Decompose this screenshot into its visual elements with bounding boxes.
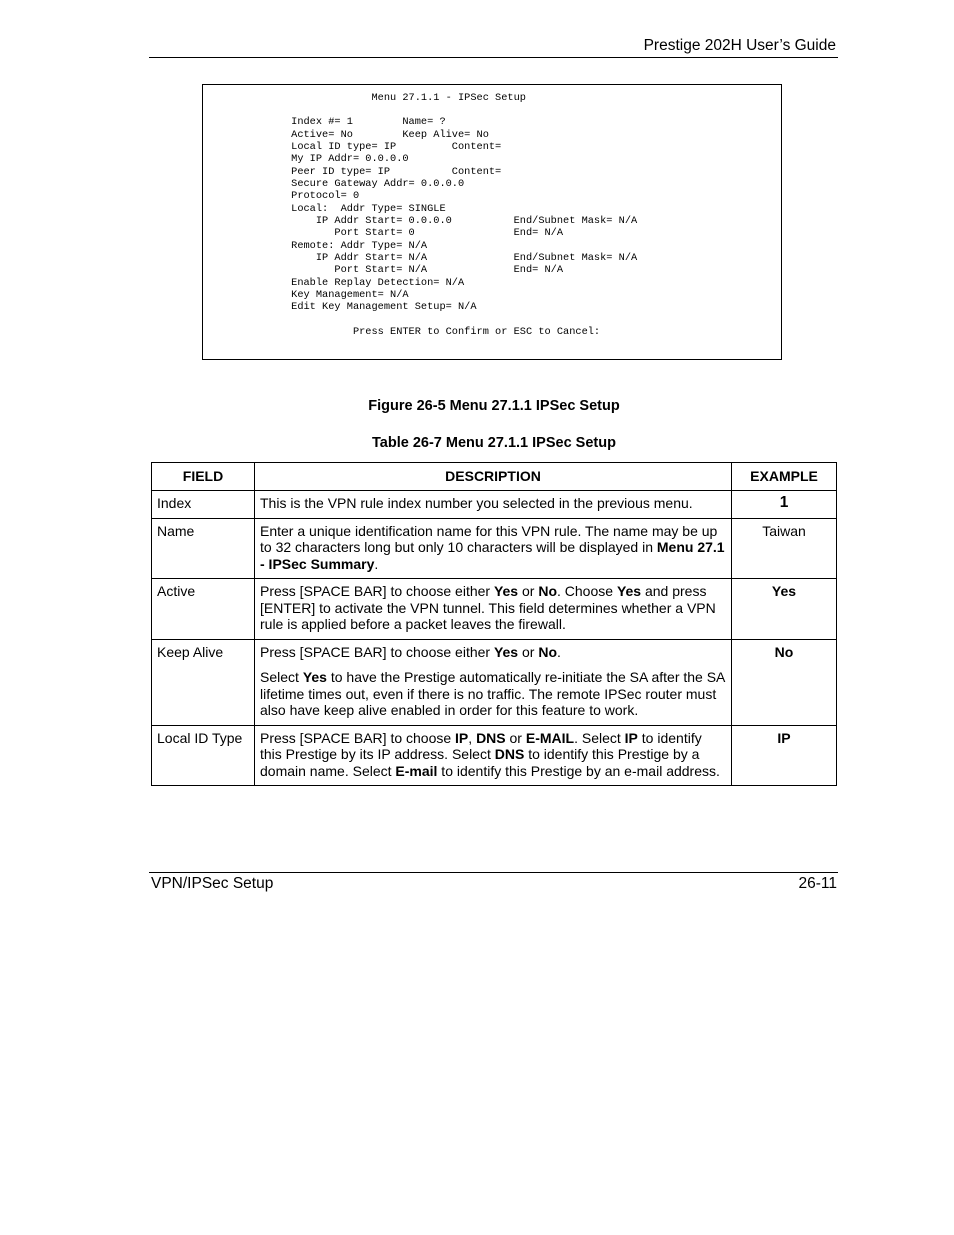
screen-line: Local ID type= IP Content= [217, 140, 502, 153]
field-description-table [151, 462, 837, 786]
screen-line: Protocol= 0 [217, 190, 360, 203]
description-paragraph [260, 669, 726, 719]
screen-line: My IP Addr= 0.0.0.0 [217, 153, 409, 166]
screen-line: Menu 27.1.1 - IPSec Setup [217, 91, 526, 104]
description-cell [255, 579, 732, 640]
description-text: Select [260, 669, 303, 685]
example-cell: Taiwan [732, 518, 837, 579]
description-paragraph [260, 644, 726, 661]
description-bold-text: Yes [302, 669, 327, 685]
table-header-row [152, 463, 837, 491]
description-cell [255, 518, 732, 579]
screen-line: Local: Addr Type= SINGLE [217, 202, 446, 215]
screen-line: Edit Key Management Setup= N/A [217, 301, 477, 314]
screen-line: Port Start= 0 End= N/A [217, 227, 564, 240]
description-paragraph [260, 523, 726, 573]
header-description: DESCRIPTION [255, 463, 732, 491]
description-bold-text: No [538, 643, 557, 660]
field-name-cell: Active [152, 579, 255, 640]
description-text: and press [ENTER] to activate the VPN tunnel. This field determines whether a VPN rule is applied before a packet leaves the firewall. [260, 583, 716, 632]
description-text: to identify this Prestige by a domain name. Select [260, 746, 700, 779]
footer-page-number: 26-11 [798, 875, 837, 892]
menu-screenshot [202, 84, 782, 360]
description-paragraph [260, 730, 726, 780]
description-cell [255, 491, 732, 519]
menu-screen-text [203, 85, 781, 359]
description-bold-text: No [538, 583, 557, 599]
description-text: or [505, 729, 526, 746]
description-bold-text: Yes [616, 583, 642, 599]
field-name-cell: Keep Alive [152, 639, 255, 725]
description-bold-text: DNS [494, 746, 525, 762]
figure-caption: Figure 26-5 Menu 27.1.1 IPSec Setup [368, 398, 620, 414]
field-name-cell: Name [152, 518, 255, 579]
screen-line: Key Management= N/A [217, 289, 409, 302]
description-bold-text: E-MAIL [525, 729, 575, 746]
field-name-cell: Local ID Type [152, 725, 255, 786]
description-text: or [518, 643, 539, 660]
description-bold-text: Menu 27.1 - IPSec Summary [260, 539, 725, 572]
header-example: EXAMPLE [732, 463, 837, 491]
table-row [152, 579, 837, 640]
description-text: to have the Prestige automatically re-initiate the SA after the SA lifetime times out, even if there is no traffic. The remote IPSec router must also have keep alive enabled in order for this feature to work. [260, 669, 725, 718]
example-cell: Yes [732, 579, 837, 640]
description-bold-text: IP [455, 729, 469, 746]
description-text: . Select [574, 729, 625, 746]
header-title: Prestige 202H User’s Guide [643, 37, 836, 54]
field-name-cell: Index [152, 491, 255, 519]
description-bold-text: E-mail [395, 762, 438, 779]
screen-line: Port Start= N/A End= N/A [217, 264, 564, 277]
header-rule [149, 57, 838, 58]
description-cell [255, 725, 732, 786]
footer-rule [149, 872, 838, 873]
screen-line: Press ENTER to Confirm or ESC to Cancel: [217, 326, 601, 339]
table-row [152, 725, 837, 786]
header-field: FIELD [152, 463, 255, 491]
description-text: . [374, 555, 379, 572]
example-cell: No [732, 639, 837, 725]
table-row [152, 491, 837, 519]
description-text: Press [SPACE BAR] to choose either [260, 643, 494, 660]
example-cell: IP [732, 725, 837, 786]
example-cell: 1 [732, 491, 837, 519]
description-bold-text: DNS [476, 729, 506, 746]
description-text: , [468, 729, 477, 746]
screen-line: Peer ID type= IP Content= [217, 165, 502, 178]
description-text: This is the VPN rule index number you selected in the previous menu. [260, 495, 693, 511]
description-text: Enter a unique identification name for this VPN rule. The name may be up to 32 characters long but only 10 characters will be displayed in [260, 522, 718, 555]
footer-section-title: VPN/IPSec Setup [151, 875, 274, 892]
description-bold-text: Yes [493, 583, 519, 599]
description-text: . [557, 643, 561, 660]
description-bold-text: Yes [493, 643, 519, 660]
screen-line: IP Addr Start= N/A End/Subnet Mask= N/A [217, 252, 638, 265]
screen-line: Index #= 1 Name= ? [217, 116, 446, 129]
screen-line: Enable Replay Detection= N/A [217, 276, 465, 289]
table-caption: Table 26-7 Menu 27.1.1 IPSec Setup [372, 435, 616, 451]
description-paragraph [260, 583, 726, 633]
description-cell [255, 639, 732, 725]
description-text: Press [SPACE BAR] to choose [260, 729, 456, 746]
description-bold-text: IP [624, 729, 638, 746]
description-text: to identify this Prestige by an e-mail address. [437, 762, 720, 779]
screen-line: IP Addr Start= 0.0.0.0 End/Subnet Mask= N/A [217, 215, 638, 227]
screen-line: Active= No Keep Alive= No [217, 128, 489, 141]
description-text: . Choose [557, 583, 617, 599]
description-paragraph [260, 495, 726, 512]
screen-line: Secure Gateway Addr= 0.0.0.0 [217, 177, 465, 190]
description-text: or [518, 583, 539, 599]
table-row [152, 639, 837, 725]
screen-line: Remote: Addr Type= N/A [217, 239, 428, 252]
table-row [152, 518, 837, 579]
description-text: to identify this Prestige by its IP address. Select [260, 729, 702, 762]
description-text: Press [SPACE BAR] to choose either [260, 583, 494, 599]
